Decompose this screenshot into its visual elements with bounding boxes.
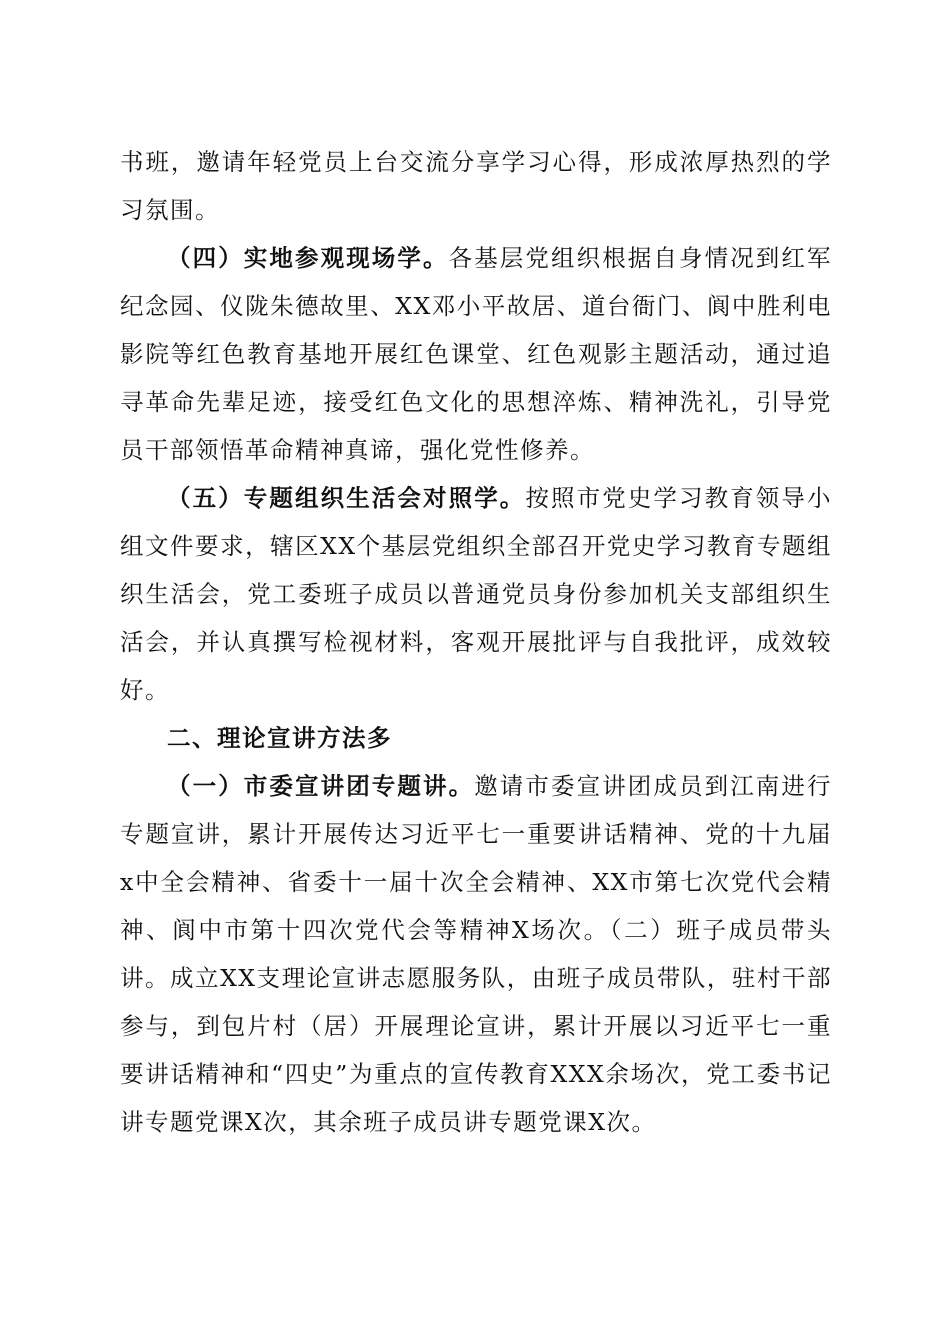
paragraph-text: 书班，邀请年轻党员上台交流分享学习心得，形成浓厚热烈的学习氛围。 — [120, 148, 832, 224]
paragraph-text: 邀请市委宣讲团成员到江南进行专题宣讲，累计开展传达习近平七一重要讲话精神、党的十九届x中全会精神、省委十一届十次全会精神、XX市第七次党代会精神、阆中市第十四次党代会等精神X场次。（二）班子成员带头讲。成立XX支理论宣讲志愿服务队，由班子成员带队，驻村干部参与，到包片村（居）开展理论宣讲，累计开展以习近平七一重要讲话精神和“四史”为重点的宣传教育XXX余场次，党工委书记讲专题党课X次，其余班子成员讲专题党课X次。 — [120, 772, 833, 1136]
section-heading: 二、理论宣讲方法多 — [167, 724, 392, 752]
document-page — [120, 138, 832, 1146]
paragraph-lecture — [120, 762, 832, 1146]
paragraph-lead-heading: （四）实地参观现场学。 — [167, 244, 449, 272]
paragraph-text: 按照市党史学习教育领导小组文件要求，辖区XX个基层党组织全部召开党史学习教育专题组织生活会，党工委班子成员以普通党员身份参加机关支部组织生活会，并认真撰写检视材料，客观开展批评与自我批评，成效较好。 — [120, 484, 833, 704]
paragraph-continuation — [120, 138, 832, 234]
paragraph-site-visit — [120, 234, 832, 474]
paragraph-life-meeting — [120, 474, 832, 714]
paragraph-lead-heading: （一）市委宣讲团专题讲。 — [167, 772, 475, 800]
paragraph-text: 各基层党组织根据自身情况到红军纪念园、仪陇朱德故里、XX邓小平故居、道台衙门、阆中胜利电影院等红色教育基地开展红色课堂、红色观影主题活动，通过追寻革命先辈足迹，接受红色文化的思想淬炼、精神洗礼，引导党员干部领悟革命精神真谛，强化党性修养。 — [120, 244, 833, 464]
paragraph-lead-heading: （五）专题组织生活会对照学。 — [167, 484, 526, 512]
